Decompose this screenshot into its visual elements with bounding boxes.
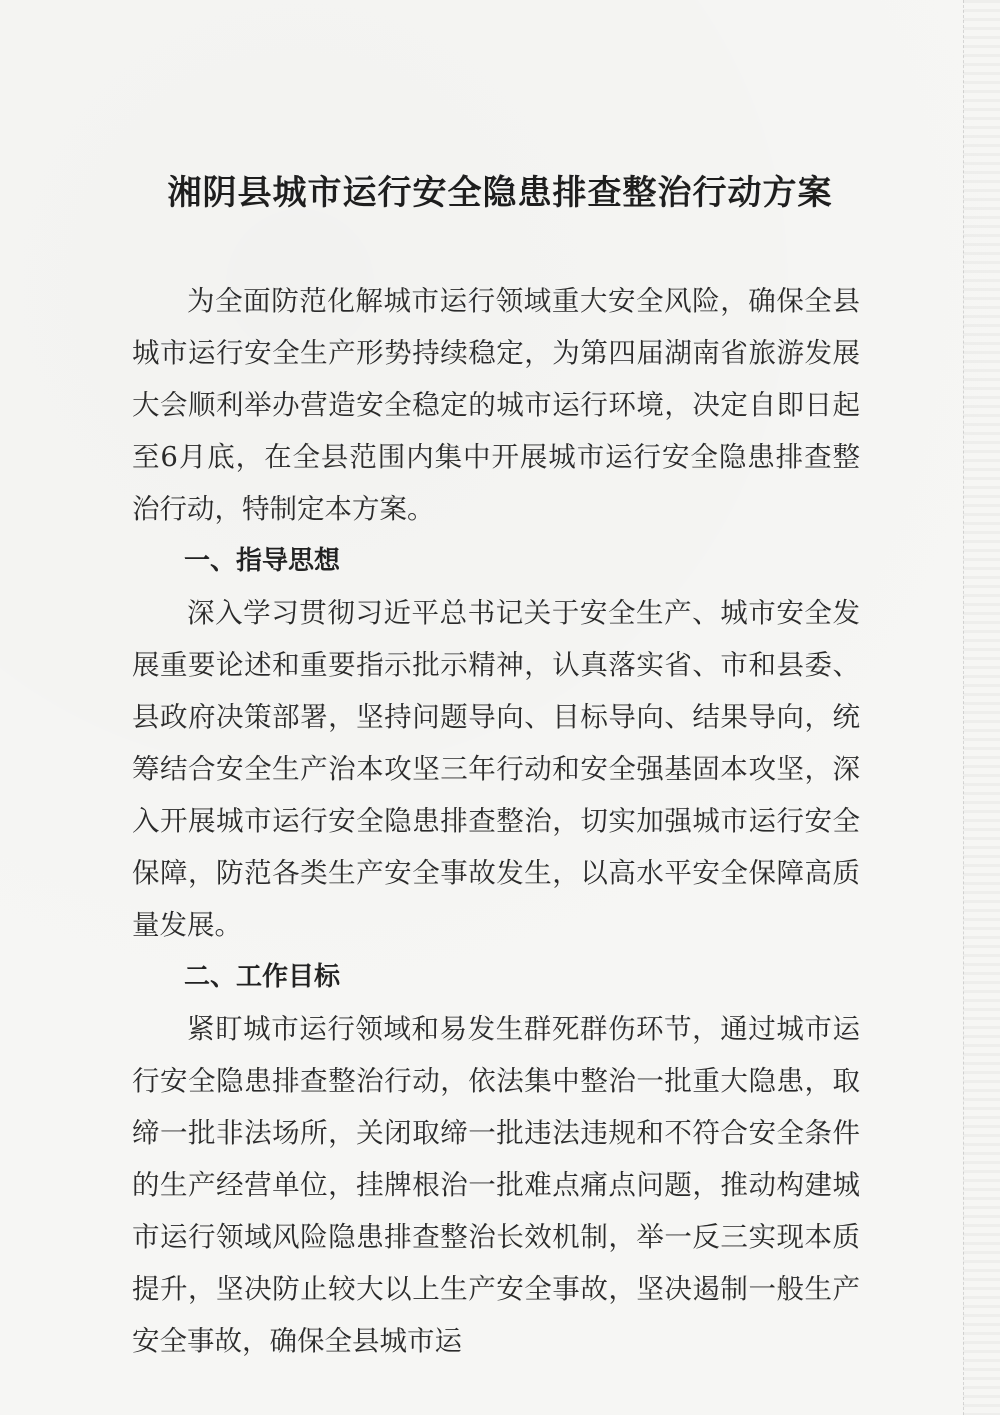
section-heading-guiding-thought: 一、指导思想 bbox=[184, 546, 341, 576]
section-heading-work-goals: 二、工作目标 bbox=[184, 962, 341, 992]
section-paragraph-work-goals: 紧盯城市运行领域和易发生群死群伤环节，通过城市运行安全隐患排查整治行动，依法集中整治一批重大隐患，取缔一批非法场所，关闭取缔一批违法违规和不符合安全条件的生产经营单位，挂牌根治一批难点痛点问题，推动构建城市运行领域风险隐患排查整治长效机制，举一反三实现本质提升，坚决防止较大以上生产安全事故，坚决遏制一般生产安全事故，确保全县城市运 bbox=[132, 1013, 860, 1357]
document-title: 湘阴县城市运行安全隐患排查整治行动方案 bbox=[167, 173, 833, 213]
section-paragraph-guiding-thought: 深入学习贯彻习近平总书记关于安全生产、城市安全发展重要论述和重要指示批示精神，认真落实省、市和县委、县政府决策部署，坚持问题导向、目标导向、结果导向，统筹结合安全生产治本攻坚三年行动和安全强基固本攻坚，深入开展城市运行安全隐患排查整治，切实加强城市运行安全保障，防范各类生产安全事故发生，以高水平安全保障高质量发展。 bbox=[132, 597, 860, 941]
intro-paragraph: 为全面防范化解城市运行领域重大安全风险，确保全县城市运行安全生产形势持续稳定，为第四届湖南省旅游发展大会顺利举办营造安全稳定的城市运行环境，决定自即日起至6月底，在全县范围内集中开展城市运行安全隐患排查整治行动，特制定本方案。 bbox=[132, 285, 860, 525]
document-body bbox=[132, 275, 860, 1367]
